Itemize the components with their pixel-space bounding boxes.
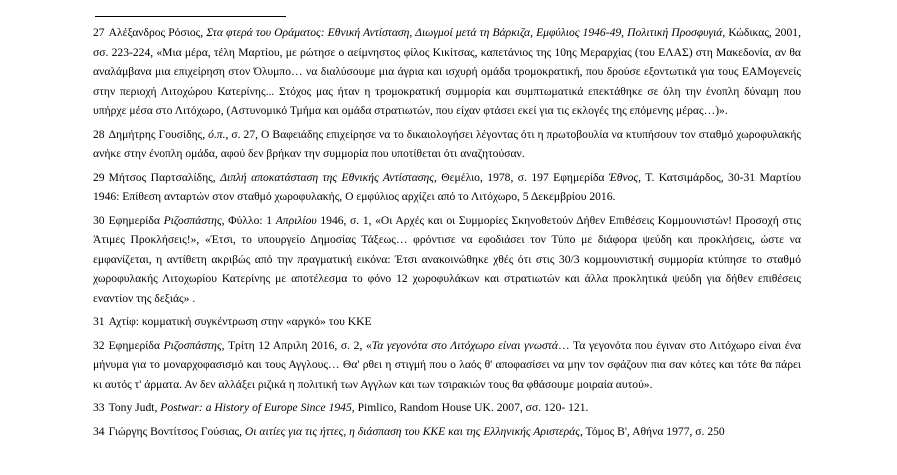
footnote-text: Tony Judt, [108,401,161,414]
footnote-number: 33 [93,401,105,414]
footnote-30 [93,211,801,309]
footnote-number: 32 [93,338,105,352]
footnote-29 [93,168,801,207]
footnote-op-cit: ό.π. [208,127,226,141]
footnote-book-title: Διπλή αποκατάσταση της Εθνικής Αντίστασης [220,170,434,184]
footnote-text: Αλέξανδρος Ρόσιος, [108,26,207,39]
footnote-separator-rule [95,16,286,17]
footnote-34 [93,422,801,442]
footnote-month: Απριλίου [275,213,317,227]
footnote-book-title: Οι αιτίες για τις ήττες, η διάσπαση του ΚΚΕ και της Ελληνικής Αριστεράς [244,424,580,438]
footnote-text: Εφημερίδα [108,213,164,227]
footnote-text: , Φύλλο: 1 [221,213,276,227]
footnote-text: … Τα γεγονότα που έγιναν στο Λιτόχωρο είναι ένα μήνυμα για το μοναρχοφασισμό και τους Αγγλους… Θα' ρθει η στιγμή που ο λαός θ' αποφασίσει να μην τον σφάζουν πια σαν κότες και τότε θα πάρει κι αυτός τ' άρματα. Αν δεν αλλάξει ριζικά η πολιτική των Αγγλων και των τσιρακιών τους θα φθάσουμε μοιραία αυτού». [93,338,801,391]
footnote-text: Αχτίφ: κομματική συγκέντρωση στην «αργκό» του ΚΚΕ [108,315,372,328]
footnote-text: , Τ. Κατσιμάρδος, 30-31 Μαρτίου 1946: Επίθεση ανταρτών στον σταθμό χωροφυλακής, Ο εμφύλιος αρχίζει από το Λιτόχωρο, 5 Δεκεμβρίου 2016. [93,170,801,203]
footnote-text: , Κώδικας, 2001, σσ. 223-224, «Μια μέρα, τέλη Μαρτίου, με ρώτησε ο αείμνηστος φίλος Κικίτσας, καπετάνιος της 10ης Μεραρχίας (του ΕΛΑΣ) στη Μακεδονία, αν θα αναλάμβανα μια επιχείρηση στον Όλυμπο… να διαλύσουμε μια άγρια και ισχυρή ομάδα τρομοκρατική, που δρούσε εξοντωτικά για τους ΕΑΜογενείς στην περιοχή Λιτοχώρου Κατερίνης... Στόχος μας ήταν η τρομοκρατική συμμορία και συμπτωματικά επεκτάθηκε σε όλη την ένοπλη δύναμη που υπήρχε μέσα στο Λιτόχωρο, (Αστυνομικό Τμήμα και ομάδα στρατιωτών, που είχαν φτάσει εκεί για τις εκλογές της επόμενης μέρας…)». [93,26,801,117]
footnote-newspaper-title: Ριζοσπάστης [163,213,222,227]
footnote-27 [93,23,801,121]
footnote-quote-italic: Τα γεγονότα στο Λιτόχωρο είναι γνωστά [371,338,558,352]
footnote-number: 29 [93,170,105,184]
footnote-33 [93,398,801,418]
footnote-book-title: Postwar: a History of Europe Since 1945 [160,401,352,414]
footnote-book-title: Στα φτερά του Οράματος: Εθνική Αντίσταση, Διωγμοί μετά τη Βάρκιζα, Εμφύλιος 1946-49, Πολιτική Προσφυγιά [206,26,723,39]
footnote-number: 30 [93,213,105,227]
footnote-text: Μήτσος Παρτσαλίδης, [108,170,221,184]
footnotes-section [93,23,801,445]
footnote-text: , σ. 27, Ο Βαφειάδης επιχείρησε να το δικαιολογήσει λέγοντας ότι η πρωτοβουλία να κτυπήσουν τον σταθμό χωροφυλακής ανήκε στην ένοπλη ομάδα, αφού δεν βρήκαν την συμμορία που υποτίθεται ότι αναζητούσαν. [93,127,801,160]
footnote-text: Δημήτρης Γουσίδης, [108,127,209,141]
footnote-text: , Τρίτη 12 Απριλη 2016, σ. 2, « [221,338,372,352]
footnote-28 [93,125,801,164]
footnote-text: Εφημερίδα [108,338,164,352]
footnote-number: 28 [93,127,105,141]
footnote-32 [93,336,801,395]
footnote-number: 31 [93,315,105,328]
footnote-text: Γιώργης Βοντίτσος Γούσιας, [108,424,245,438]
footnote-text: , Τόμος Β', Αθήνα 1977, σ. 250 [579,424,725,438]
footnote-number: 34 [93,424,105,438]
footnote-31 [93,312,801,332]
footnote-newspaper-title: Ριζοσπάστης [163,338,222,352]
footnote-number: 27 [93,26,105,39]
footnote-text: , Θεμέλιο, 1978, σ. 197 Εφημερίδα [433,170,609,184]
footnote-text: , Pimlico, Random House UK. 2007, σσ. 120- 121. [351,401,589,414]
footnote-newspaper-title: Έθνος [608,170,639,184]
footnote-text: 1946, σ. 1, «Οι Αρχές και οι Συμμορίες Σκηνοθετούν Δήθεν Επιθέσεις Κομμουνιστών! Προσοχή στις Άτιμες Προκλήσεις!», «Έτσι, το υπουργείο Δημοσίας Τάξεως… φρόντισε να εφοδιάσει τον Τύπο με διάφορα ψεύδη και προκλήσεις, ώστε να εμφανίζεται, η αντίθετη ακριβώς από την πραγματική εικόνα: Έτσι ανακοινώθηκε χθές ότι στις 30/3 κομμουνιστική συμμορία κτύπησε το σταθμό χωροφυλακής Λιτοχωρίου Κατερίνης με αποτέλεσμα το φόνο 12 χωροφυλάκων και στρατιωτών και άλλα προκλητικά ψεύδη για δήθεν επιθέσεις εναντίον της δεξιάς» . [93,213,801,305]
